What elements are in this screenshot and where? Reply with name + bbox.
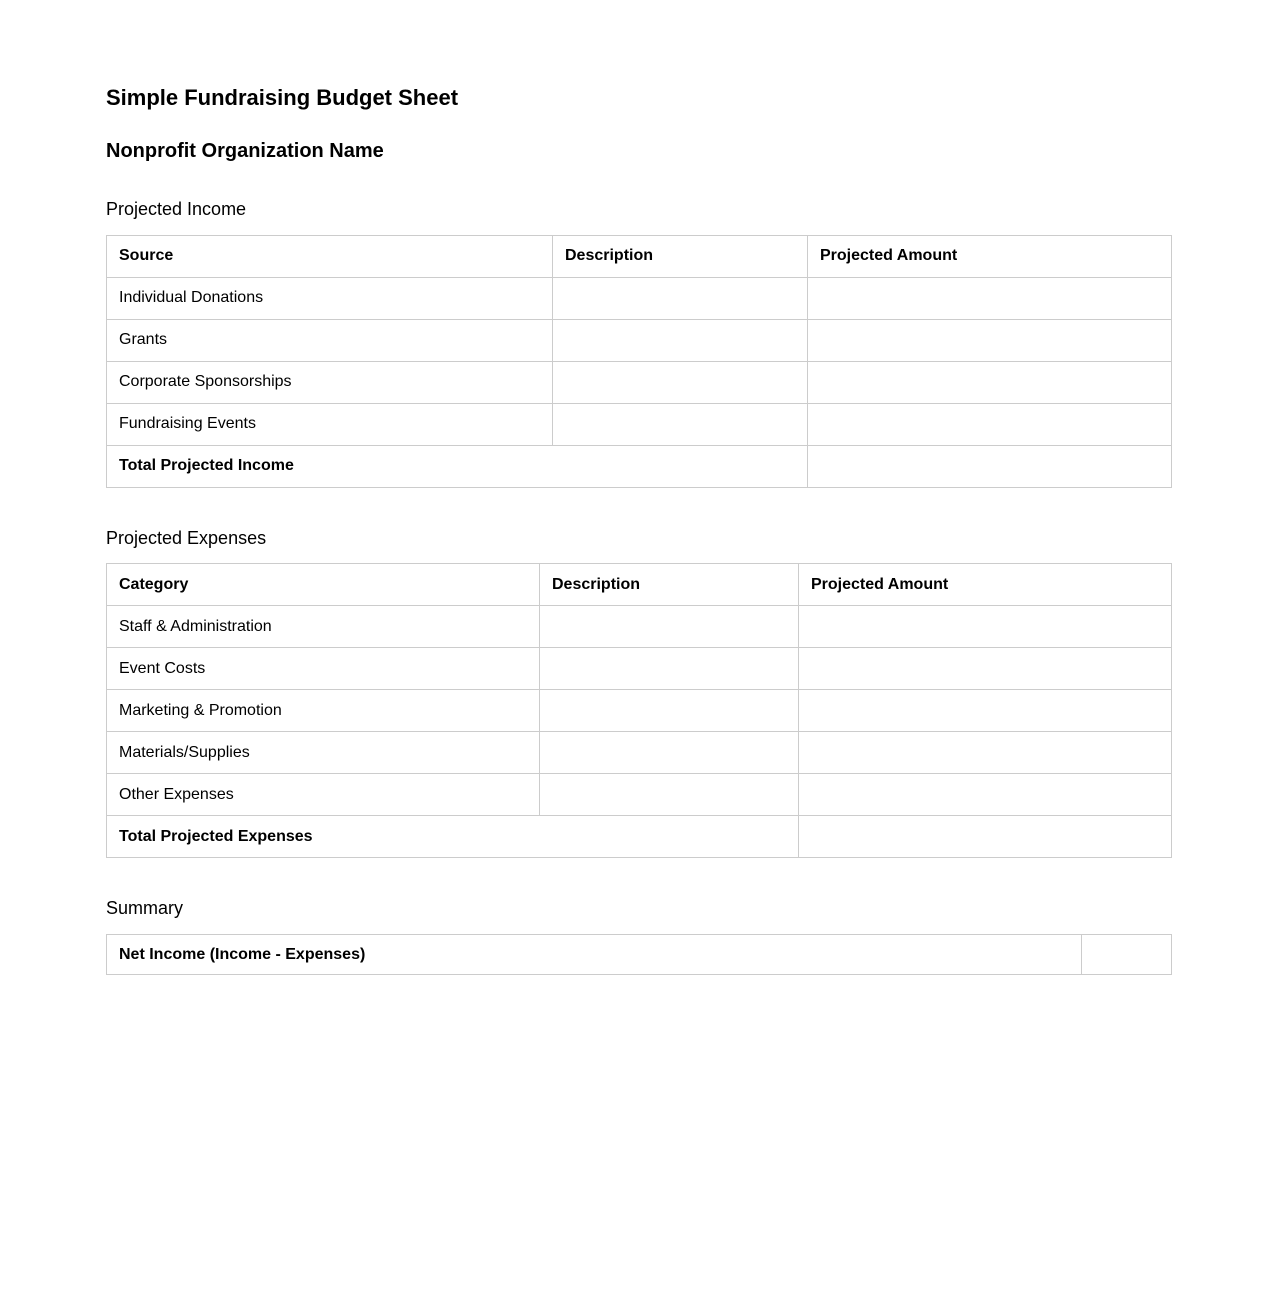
net-income-label: Net Income (Income - Expenses) xyxy=(107,935,1082,975)
income-col-source: Source xyxy=(107,235,553,277)
income-row-amount xyxy=(808,277,1172,319)
expenses-col-description: Description xyxy=(540,564,799,606)
net-income-row xyxy=(107,935,1172,975)
summary-section-heading: Summary xyxy=(106,898,184,919)
income-total-label: Total Projected Income xyxy=(107,445,808,487)
expenses-row-amount xyxy=(799,648,1172,690)
table-row xyxy=(107,690,1172,732)
income-row-label: Individual Donations xyxy=(107,277,553,319)
income-row-description xyxy=(553,277,808,319)
income-total-row xyxy=(107,445,1172,487)
expenses-row-description xyxy=(540,732,799,774)
document-page xyxy=(106,85,1171,975)
income-row-amount xyxy=(808,361,1172,403)
income-row-description xyxy=(553,403,808,445)
income-row-label: Fundraising Events xyxy=(107,403,553,445)
expenses-col-amount: Projected Amount xyxy=(799,564,1172,606)
expenses-total-row xyxy=(107,816,1172,858)
expenses-row-label: Staff & Administration xyxy=(107,606,540,648)
income-row-amount xyxy=(808,319,1172,361)
expenses-section-heading: Projected Expenses xyxy=(106,527,267,548)
table-row xyxy=(107,648,1172,690)
table-row xyxy=(107,774,1172,816)
expenses-row-description xyxy=(540,648,799,690)
expenses-row-description xyxy=(540,606,799,648)
expenses-row-description xyxy=(540,690,799,732)
table-row xyxy=(107,403,1172,445)
income-row-description xyxy=(553,319,808,361)
expenses-total-label: Total Projected Expenses xyxy=(107,816,799,858)
income-header-row xyxy=(107,235,1172,277)
expenses-row-amount xyxy=(799,690,1172,732)
income-col-description: Description xyxy=(553,235,808,277)
income-col-amount: Projected Amount xyxy=(808,235,1172,277)
table-row xyxy=(107,361,1172,403)
income-row-label: Corporate Sponsorships xyxy=(107,361,553,403)
expenses-header-row xyxy=(107,564,1172,606)
table-row xyxy=(107,732,1172,774)
income-row-amount xyxy=(808,403,1172,445)
expenses-total-amount xyxy=(799,816,1172,858)
net-income-value xyxy=(1082,935,1172,975)
expenses-row-label: Event Costs xyxy=(107,648,540,690)
expenses-row-amount xyxy=(799,732,1172,774)
income-table xyxy=(106,235,1172,488)
organization-name: Nonprofit Organization Name xyxy=(106,140,384,163)
expenses-row-label: Marketing & Promotion xyxy=(107,690,540,732)
income-section-heading: Projected Income xyxy=(106,199,247,220)
expenses-row-label: Materials/Supplies xyxy=(107,732,540,774)
income-row-label: Grants xyxy=(107,319,553,361)
document-title: Simple Fundraising Budget Sheet xyxy=(106,85,459,110)
income-row-description xyxy=(553,361,808,403)
expenses-table xyxy=(106,563,1172,858)
summary-table xyxy=(106,934,1172,975)
income-total-amount xyxy=(808,445,1172,487)
expenses-row-amount xyxy=(799,774,1172,816)
table-row xyxy=(107,277,1172,319)
expenses-row-label: Other Expenses xyxy=(107,774,540,816)
expenses-row-description xyxy=(540,774,799,816)
table-row xyxy=(107,606,1172,648)
expenses-row-amount xyxy=(799,606,1172,648)
expenses-col-category: Category xyxy=(107,564,540,606)
table-row xyxy=(107,319,1172,361)
